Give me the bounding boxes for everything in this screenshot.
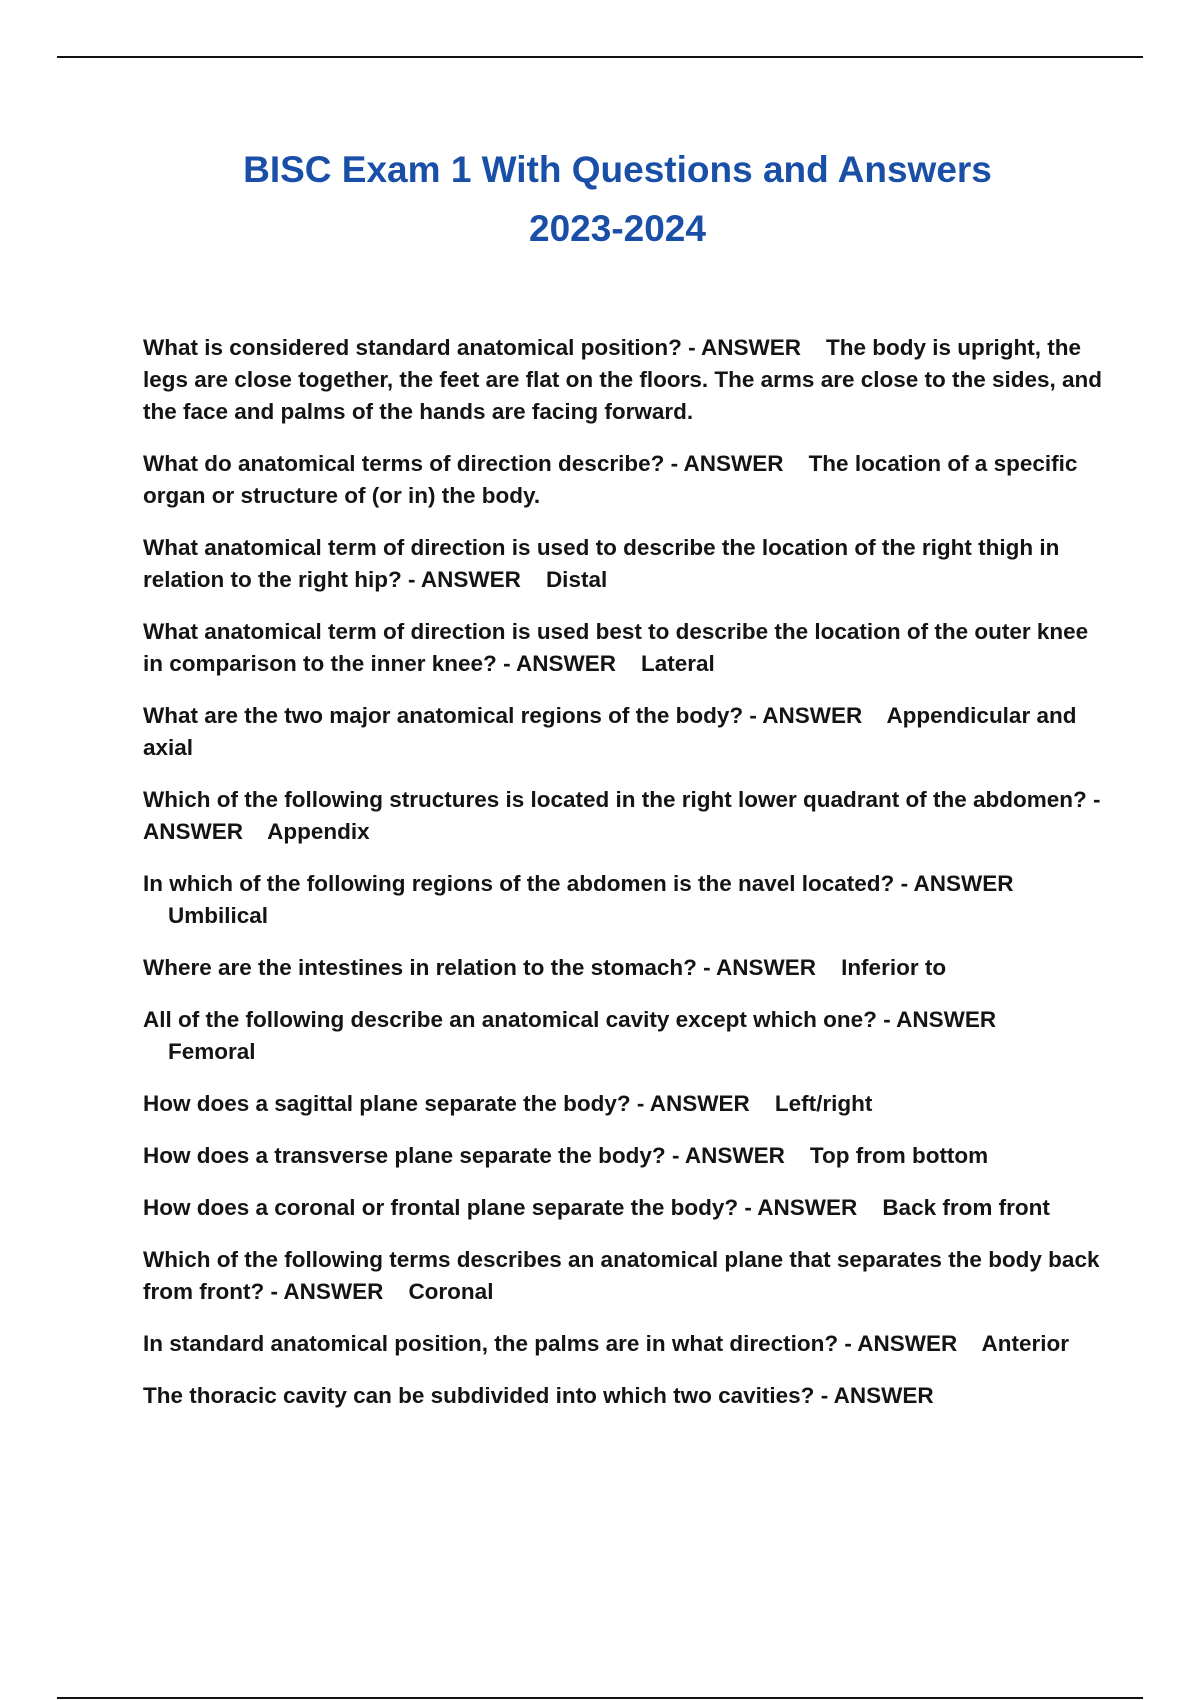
question-text: In standard anatomical position, the palms are in what direction? — [143, 1331, 839, 1356]
answer-marker: - ANSWER — [270, 1279, 384, 1304]
answer-marker: - ANSWER — [688, 335, 802, 360]
answer-text: The body is upright, the legs are close together, the feet are flat on the floors. The arms are close to the sides, and the face and palms of the hands are facing forward. — [143, 335, 1103, 424]
qa-item — [143, 332, 1103, 428]
document-title — [100, 140, 1135, 258]
title-line-1: BISC Exam 1 With Questions and Answers — [243, 149, 992, 190]
answer-text: Anterior — [981, 1331, 1069, 1356]
qa-item — [143, 1192, 1103, 1224]
qa-item — [143, 1004, 1103, 1068]
answer-text: Appendix — [267, 819, 370, 844]
qa-item — [143, 1328, 1103, 1360]
qa-item — [143, 532, 1103, 596]
answer-marker: - ANSWER — [883, 1007, 997, 1032]
answer-text: Left/right — [774, 1091, 873, 1116]
qa-item — [143, 1140, 1103, 1172]
qa-item — [143, 1380, 1103, 1412]
question-text: Which of the following structures is located in the right lower quadrant of the abdomen? — [143, 787, 1087, 812]
question-text: How does a transverse plane separate the body? — [143, 1143, 666, 1168]
answer-marker: - ANSWER — [703, 955, 817, 980]
question-text: How does a sagittal plane separate the body? — [143, 1091, 631, 1116]
answer-marker: - ANSWER — [671, 1143, 785, 1168]
answer-text: Inferior to — [841, 955, 947, 980]
question-text: What is considered standard anatomical position? — [143, 335, 682, 360]
question-text: How does a coronal or frontal plane separate the body? — [143, 1195, 739, 1220]
answer-marker: - ANSWER — [844, 1331, 958, 1356]
question-text: What do anatomical terms of direction describe? — [143, 451, 665, 476]
answer-marker: - ANSWER — [636, 1091, 750, 1116]
top-rule — [57, 56, 1143, 58]
answer-marker: - ANSWER — [900, 871, 1014, 896]
answer-text: Top from bottom — [809, 1143, 989, 1168]
qa-item — [143, 952, 1103, 984]
question-text: All of the following describe an anatomical cavity except which one? — [143, 1007, 877, 1032]
question-text: In which of the following regions of the abdomen is the navel located? — [143, 871, 895, 896]
bottom-rule — [57, 1697, 1143, 1699]
qa-list — [143, 332, 1103, 1432]
answer-text: Appendicular and axial — [143, 703, 1077, 760]
answer-text: Femoral — [168, 1039, 256, 1064]
question-text: The thoracic cavity can be subdivided into which two cavities? — [143, 1383, 815, 1408]
qa-item — [143, 700, 1103, 764]
answer-marker: - ANSWER — [408, 567, 521, 592]
answer-marker: - ANSWER — [503, 651, 616, 676]
question-text: What are the two major anatomical regions of the body? — [143, 703, 744, 728]
answer-marker: - ANSWER — [670, 451, 784, 476]
answer-text: Umbilical — [168, 903, 269, 928]
qa-item — [143, 784, 1103, 848]
answer-marker: - ANSWER — [749, 703, 863, 728]
answer-text: Back from front — [882, 1195, 1050, 1220]
title-line-2: 2023-2024 — [529, 208, 706, 249]
answer-marker: - ANSWER — [744, 1195, 858, 1220]
answer-text: Coronal — [408, 1279, 494, 1304]
qa-item — [143, 868, 1103, 932]
qa-item — [143, 448, 1103, 512]
answer-text: Distal — [545, 567, 608, 592]
question-text: Which of the following terms describes an anatomical plane that separates the body back from front? — [143, 1247, 1100, 1304]
qa-item — [143, 616, 1103, 680]
question-text: What anatomical term of direction is used to describe the location of the right thigh in relation to the right hip? — [143, 535, 1060, 592]
answer-marker: - ANSWER — [143, 787, 1101, 844]
answer-text: The location of a specific organ or structure of (or in) the body. — [143, 451, 1078, 508]
question-text: Where are the intestines in relation to the stomach? — [143, 955, 697, 980]
answer-text: Lateral — [641, 651, 715, 676]
qa-item — [143, 1244, 1103, 1308]
answer-marker: - ANSWER — [820, 1383, 934, 1408]
qa-item — [143, 1088, 1103, 1120]
question-text: What anatomical term of direction is used best to describe the location of the outer knee in comparison to the inner knee? — [143, 619, 1089, 676]
